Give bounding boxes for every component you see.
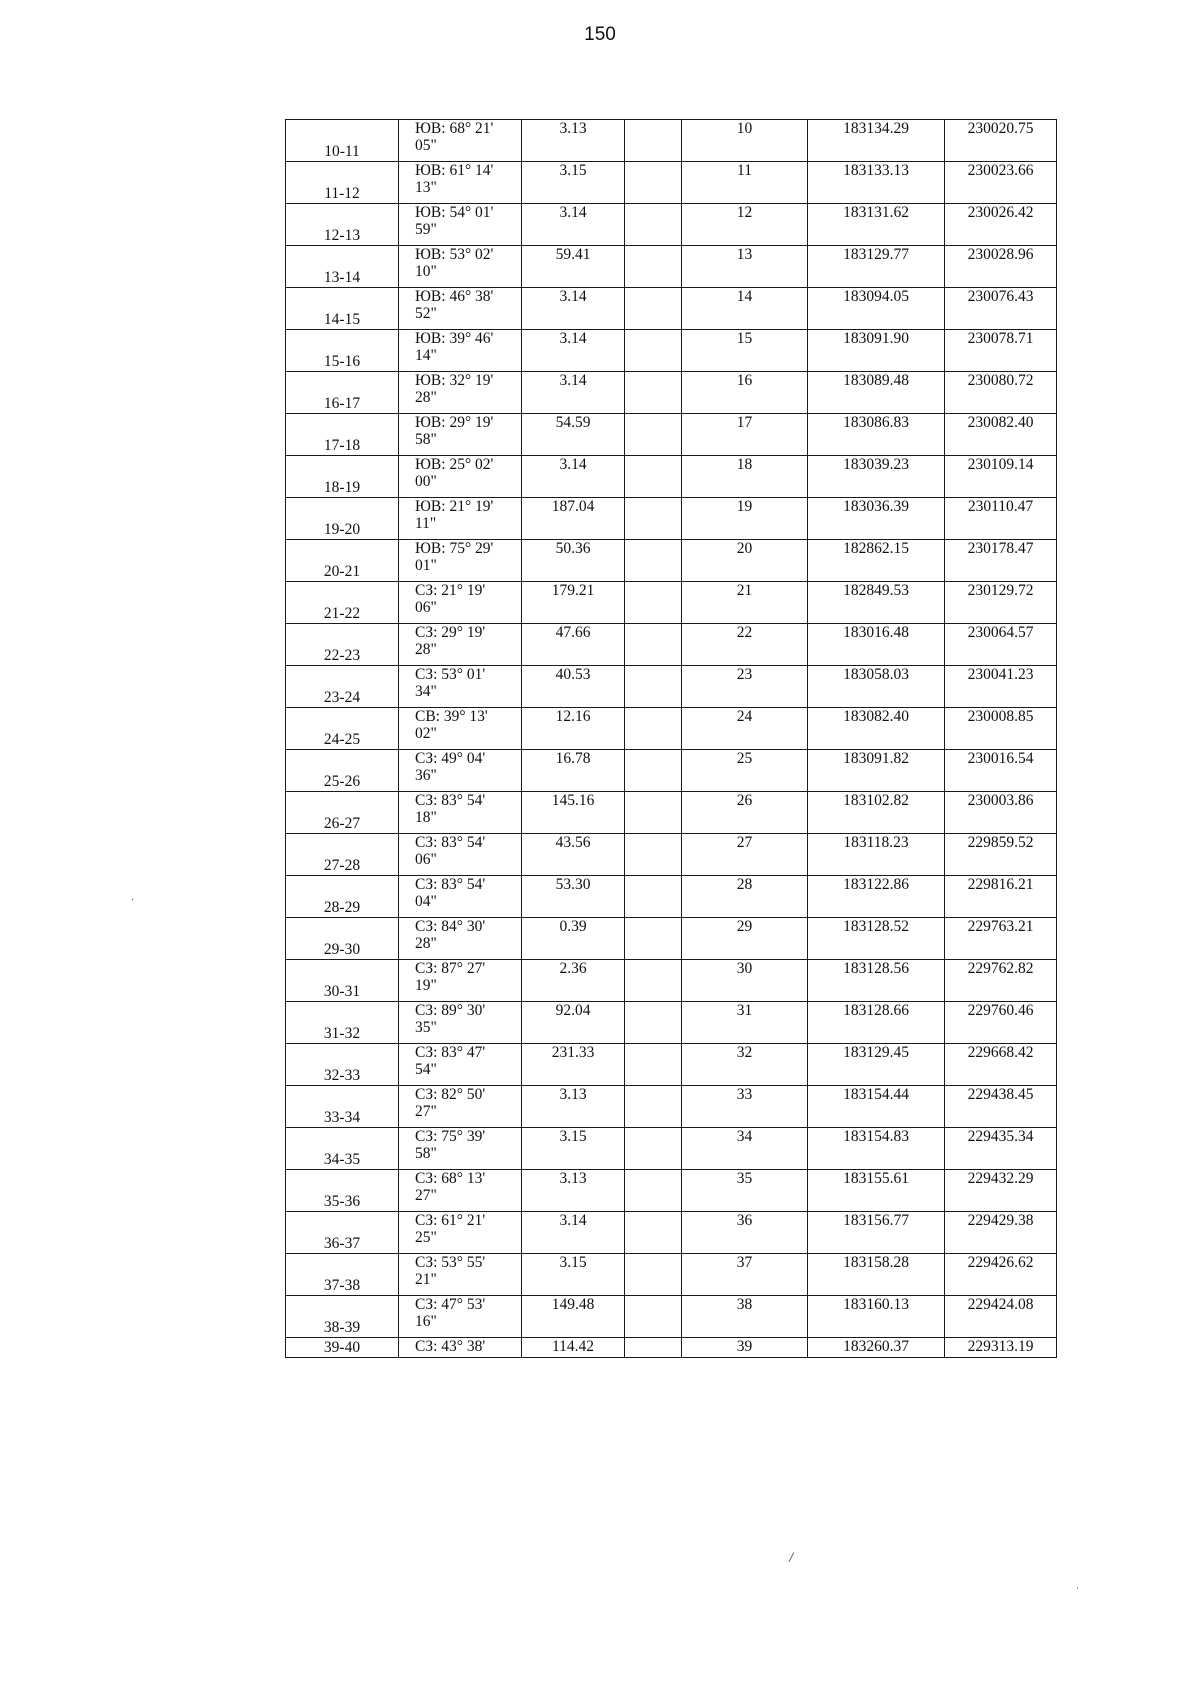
- distance-cell: 3.14: [522, 456, 625, 498]
- point-number-cell: 28: [682, 876, 808, 918]
- x-coordinate-cell: 183156.77: [808, 1212, 945, 1254]
- segment-cell: 34-35: [286, 1128, 399, 1170]
- distance-cell: 12.16: [522, 708, 625, 750]
- y-coordinate-cell: 230109.14: [945, 456, 1057, 498]
- distance-cell: 114.42: [522, 1338, 625, 1358]
- x-coordinate-cell: 183118.23: [808, 834, 945, 876]
- x-coordinate-cell: 183128.52: [808, 918, 945, 960]
- segment-cell: 38-39: [286, 1296, 399, 1338]
- bearing-cell: ЮВ: 46° 38' 52": [399, 288, 522, 330]
- point-number-cell: 12: [682, 204, 808, 246]
- point-number-cell: 15: [682, 330, 808, 372]
- x-coordinate-cell: 183086.83: [808, 414, 945, 456]
- y-coordinate-cell: 230041.23: [945, 666, 1057, 708]
- segment-cell: 28-29: [286, 876, 399, 918]
- segment-cell: 36-37: [286, 1212, 399, 1254]
- segment-cell: 29-30: [286, 918, 399, 960]
- y-coordinate-cell: 230129.72: [945, 582, 1057, 624]
- x-coordinate-cell: 183158.28: [808, 1254, 945, 1296]
- blank-cell: [625, 246, 682, 288]
- point-number-cell: 24: [682, 708, 808, 750]
- y-coordinate-cell: 229760.46: [945, 1002, 1057, 1044]
- distance-cell: 2.36: [522, 960, 625, 1002]
- bearing-cell: СЗ: 83° 54' 04": [399, 876, 522, 918]
- point-number-cell: 39: [682, 1338, 808, 1358]
- y-coordinate-cell: 229816.21: [945, 876, 1057, 918]
- bearing-cell: СЗ: 47° 53' 16": [399, 1296, 522, 1338]
- blank-cell: [625, 1044, 682, 1086]
- segment-cell: 11-12: [286, 162, 399, 204]
- bearing-cell: СЗ: 53° 55' 21": [399, 1254, 522, 1296]
- segment-cell: 30-31: [286, 960, 399, 1002]
- table-row: [286, 1254, 1057, 1296]
- table-row: [286, 540, 1057, 582]
- blank-cell: [625, 792, 682, 834]
- table-row: [286, 666, 1057, 708]
- y-coordinate-cell: 230082.40: [945, 414, 1057, 456]
- bearing-cell: ЮВ: 54° 01' 59": [399, 204, 522, 246]
- table-row: [286, 1002, 1057, 1044]
- blank-cell: [625, 708, 682, 750]
- table-row: [286, 330, 1057, 372]
- bearing-cell: СЗ: 49° 04' 36": [399, 750, 522, 792]
- x-coordinate-cell: 182862.15: [808, 540, 945, 582]
- blank-cell: [625, 834, 682, 876]
- table-row: [286, 456, 1057, 498]
- y-coordinate-cell: 229426.62: [945, 1254, 1057, 1296]
- bearing-cell: СЗ: 89° 30' 35": [399, 1002, 522, 1044]
- bearing-cell: СЗ: 68° 13' 27": [399, 1170, 522, 1212]
- bearing-cell: СЗ: 29° 19' 28": [399, 624, 522, 666]
- distance-cell: 3.15: [522, 1128, 625, 1170]
- y-coordinate-cell: 229435.34: [945, 1128, 1057, 1170]
- x-coordinate-cell: 183154.83: [808, 1128, 945, 1170]
- bearing-cell: СЗ: 61° 21' 25": [399, 1212, 522, 1254]
- segment-cell: 12-13: [286, 204, 399, 246]
- segment-cell: 26-27: [286, 792, 399, 834]
- y-coordinate-cell: 229763.21: [945, 918, 1057, 960]
- y-coordinate-cell: 229429.38: [945, 1212, 1057, 1254]
- distance-cell: 149.48: [522, 1296, 625, 1338]
- blank-cell: [625, 750, 682, 792]
- blank-cell: [625, 666, 682, 708]
- point-number-cell: 26: [682, 792, 808, 834]
- y-coordinate-cell: 230028.96: [945, 246, 1057, 288]
- segment-cell: 17-18: [286, 414, 399, 456]
- segment-cell: 23-24: [286, 666, 399, 708]
- x-coordinate-cell: 183039.23: [808, 456, 945, 498]
- blank-cell: [625, 288, 682, 330]
- blank-cell: [625, 1254, 682, 1296]
- segment-cell: 35-36: [286, 1170, 399, 1212]
- x-coordinate-cell: 183122.86: [808, 876, 945, 918]
- x-coordinate-cell: 183129.45: [808, 1044, 945, 1086]
- y-coordinate-cell: 230023.66: [945, 162, 1057, 204]
- bearing-cell: СЗ: 43° 38': [399, 1338, 522, 1358]
- point-number-cell: 11: [682, 162, 808, 204]
- bearing-cell: ЮВ: 29° 19' 58": [399, 414, 522, 456]
- x-coordinate-cell: 183036.39: [808, 498, 945, 540]
- table-row: [286, 960, 1057, 1002]
- blank-cell: [625, 1296, 682, 1338]
- point-number-cell: 38: [682, 1296, 808, 1338]
- distance-cell: 3.15: [522, 162, 625, 204]
- distance-cell: 43.56: [522, 834, 625, 876]
- table-row: [286, 708, 1057, 750]
- segment-cell: 24-25: [286, 708, 399, 750]
- point-number-cell: 36: [682, 1212, 808, 1254]
- blank-cell: [625, 414, 682, 456]
- table-row: [286, 204, 1057, 246]
- table-row: [286, 414, 1057, 456]
- x-coordinate-cell: 183160.13: [808, 1296, 945, 1338]
- blank-cell: [625, 456, 682, 498]
- table-row: [286, 1338, 1057, 1358]
- table-row: [286, 498, 1057, 540]
- x-coordinate-cell: 183128.66: [808, 1002, 945, 1044]
- segment-cell: 22-23: [286, 624, 399, 666]
- distance-cell: 40.53: [522, 666, 625, 708]
- blank-cell: [625, 1338, 682, 1358]
- x-coordinate-cell: 182849.53: [808, 582, 945, 624]
- distance-cell: 3.14: [522, 1212, 625, 1254]
- segment-cell: 33-34: [286, 1086, 399, 1128]
- y-coordinate-cell: 229438.45: [945, 1086, 1057, 1128]
- table-row: [286, 750, 1057, 792]
- point-number-cell: 27: [682, 834, 808, 876]
- distance-cell: 53.30: [522, 876, 625, 918]
- point-number-cell: 35: [682, 1170, 808, 1212]
- distance-cell: 3.14: [522, 204, 625, 246]
- table-row: [286, 876, 1057, 918]
- x-coordinate-cell: 183155.61: [808, 1170, 945, 1212]
- blank-cell: [625, 1002, 682, 1044]
- point-number-cell: 13: [682, 246, 808, 288]
- segment-cell: 16-17: [286, 372, 399, 414]
- bearing-cell: СВ: 39° 13' 02": [399, 708, 522, 750]
- x-coordinate-cell: 183091.82: [808, 750, 945, 792]
- table-body: [286, 120, 1057, 1358]
- pen-mark: /: [789, 1550, 794, 1566]
- table-row: [286, 120, 1057, 162]
- bearing-cell: ЮВ: 32° 19' 28": [399, 372, 522, 414]
- segment-cell: 32-33: [286, 1044, 399, 1086]
- segment-cell: 37-38: [286, 1254, 399, 1296]
- distance-cell: 3.15: [522, 1254, 625, 1296]
- bearing-cell: ЮВ: 68° 21' 05": [399, 120, 522, 162]
- blank-cell: [625, 330, 682, 372]
- segment-cell: 14-15: [286, 288, 399, 330]
- table-row: [286, 1044, 1057, 1086]
- blank-cell: [625, 624, 682, 666]
- point-number-cell: 14: [682, 288, 808, 330]
- bearing-cell: СЗ: 75° 39' 58": [399, 1128, 522, 1170]
- x-coordinate-cell: 183082.40: [808, 708, 945, 750]
- blank-cell: [625, 162, 682, 204]
- bearing-cell: СЗ: 83° 54' 06": [399, 834, 522, 876]
- scan-speck-corner: ·: [1076, 1583, 1079, 1593]
- y-coordinate-cell: 230003.86: [945, 792, 1057, 834]
- distance-cell: 50.36: [522, 540, 625, 582]
- y-coordinate-cell: 230008.85: [945, 708, 1057, 750]
- table-row: [286, 624, 1057, 666]
- x-coordinate-cell: 183091.90: [808, 330, 945, 372]
- distance-cell: 187.04: [522, 498, 625, 540]
- x-coordinate-cell: 183128.56: [808, 960, 945, 1002]
- x-coordinate-cell: 183094.05: [808, 288, 945, 330]
- blank-cell: [625, 960, 682, 1002]
- point-number-cell: 10: [682, 120, 808, 162]
- y-coordinate-cell: 230026.42: [945, 204, 1057, 246]
- x-coordinate-cell: 183129.77: [808, 246, 945, 288]
- x-coordinate-cell: 183154.44: [808, 1086, 945, 1128]
- segment-cell: 10-11: [286, 120, 399, 162]
- y-coordinate-cell: 230076.43: [945, 288, 1057, 330]
- x-coordinate-cell: 183260.37: [808, 1338, 945, 1358]
- bearing-cell: ЮВ: 61° 14' 13": [399, 162, 522, 204]
- bearing-cell: ЮВ: 25° 02' 00": [399, 456, 522, 498]
- bearing-cell: ЮВ: 21° 19' 11": [399, 498, 522, 540]
- table-row: [286, 246, 1057, 288]
- point-number-cell: 29: [682, 918, 808, 960]
- point-number-cell: 18: [682, 456, 808, 498]
- blank-cell: [625, 540, 682, 582]
- segment-cell: 39-40: [286, 1338, 399, 1358]
- bearing-cell: СЗ: 53° 01' 34": [399, 666, 522, 708]
- bearing-cell: СЗ: 87° 27' 19": [399, 960, 522, 1002]
- y-coordinate-cell: 230020.75: [945, 120, 1057, 162]
- x-coordinate-cell: 183134.29: [808, 120, 945, 162]
- distance-cell: 3.14: [522, 330, 625, 372]
- bearing-cell: ЮВ: 53° 02' 10": [399, 246, 522, 288]
- distance-cell: 0.39: [522, 918, 625, 960]
- scan-speck: ·: [131, 895, 135, 906]
- point-number-cell: 37: [682, 1254, 808, 1296]
- y-coordinate-cell: 229668.42: [945, 1044, 1057, 1086]
- distance-cell: 3.13: [522, 1086, 625, 1128]
- bearing-cell: СЗ: 84° 30' 28": [399, 918, 522, 960]
- distance-cell: 3.14: [522, 372, 625, 414]
- point-number-cell: 33: [682, 1086, 808, 1128]
- segment-cell: 13-14: [286, 246, 399, 288]
- y-coordinate-cell: 230078.71: [945, 330, 1057, 372]
- point-number-cell: 32: [682, 1044, 808, 1086]
- x-coordinate-cell: 183058.03: [808, 666, 945, 708]
- y-coordinate-cell: 229762.82: [945, 960, 1057, 1002]
- segment-cell: 15-16: [286, 330, 399, 372]
- point-number-cell: 19: [682, 498, 808, 540]
- bearing-cell: ЮВ: 75° 29' 01": [399, 540, 522, 582]
- y-coordinate-cell: 230080.72: [945, 372, 1057, 414]
- y-coordinate-cell: 230178.47: [945, 540, 1057, 582]
- segment-cell: 19-20: [286, 498, 399, 540]
- blank-cell: [625, 1086, 682, 1128]
- blank-cell: [625, 876, 682, 918]
- y-coordinate-cell: 229313.19: [945, 1338, 1057, 1358]
- distance-cell: 92.04: [522, 1002, 625, 1044]
- segment-cell: 25-26: [286, 750, 399, 792]
- table-row: [286, 792, 1057, 834]
- y-coordinate-cell: 230110.47: [945, 498, 1057, 540]
- distance-cell: 16.78: [522, 750, 625, 792]
- distance-cell: 145.16: [522, 792, 625, 834]
- blank-cell: [625, 582, 682, 624]
- distance-cell: 179.21: [522, 582, 625, 624]
- table-row: [286, 1170, 1057, 1212]
- x-coordinate-cell: 183016.48: [808, 624, 945, 666]
- point-number-cell: 34: [682, 1128, 808, 1170]
- point-number-cell: 30: [682, 960, 808, 1002]
- x-coordinate-cell: 183102.82: [808, 792, 945, 834]
- bearing-cell: СЗ: 82° 50' 27": [399, 1086, 522, 1128]
- point-number-cell: 20: [682, 540, 808, 582]
- distance-cell: 3.13: [522, 120, 625, 162]
- table-row: [286, 918, 1057, 960]
- y-coordinate-cell: 230016.54: [945, 750, 1057, 792]
- distance-cell: 47.66: [522, 624, 625, 666]
- y-coordinate-cell: 230064.57: [945, 624, 1057, 666]
- bearing-cell: ЮВ: 39° 46' 14": [399, 330, 522, 372]
- bearing-cell: СЗ: 21° 19' 06": [399, 582, 522, 624]
- y-coordinate-cell: 229424.08: [945, 1296, 1057, 1338]
- bearing-cell: СЗ: 83° 47' 54": [399, 1044, 522, 1086]
- table-row: [286, 582, 1057, 624]
- x-coordinate-cell: 183133.13: [808, 162, 945, 204]
- point-number-cell: 25: [682, 750, 808, 792]
- table-row: [286, 1128, 1057, 1170]
- distance-cell: 231.33: [522, 1044, 625, 1086]
- table-row: [286, 1212, 1057, 1254]
- blank-cell: [625, 372, 682, 414]
- survey-coordinates-table: [285, 119, 1057, 1358]
- table-row: [286, 288, 1057, 330]
- table-row: [286, 1086, 1057, 1128]
- point-number-cell: 17: [682, 414, 808, 456]
- table-row: [286, 372, 1057, 414]
- blank-cell: [625, 1128, 682, 1170]
- point-number-cell: 21: [682, 582, 808, 624]
- table-row: [286, 1296, 1057, 1338]
- segment-cell: 21-22: [286, 582, 399, 624]
- y-coordinate-cell: 229432.29: [945, 1170, 1057, 1212]
- blank-cell: [625, 120, 682, 162]
- blank-cell: [625, 204, 682, 246]
- point-number-cell: 31: [682, 1002, 808, 1044]
- distance-cell: 3.14: [522, 288, 625, 330]
- point-number-cell: 23: [682, 666, 808, 708]
- blank-cell: [625, 1212, 682, 1254]
- segment-cell: 20-21: [286, 540, 399, 582]
- point-number-cell: 22: [682, 624, 808, 666]
- table-row: [286, 834, 1057, 876]
- point-number-cell: 16: [682, 372, 808, 414]
- distance-cell: 54.59: [522, 414, 625, 456]
- blank-cell: [625, 498, 682, 540]
- blank-cell: [625, 918, 682, 960]
- segment-cell: 27-28: [286, 834, 399, 876]
- page-number: 150: [584, 24, 616, 45]
- x-coordinate-cell: 183131.62: [808, 204, 945, 246]
- blank-cell: [625, 1170, 682, 1212]
- bearing-cell: СЗ: 83° 54' 18": [399, 792, 522, 834]
- segment-cell: 31-32: [286, 1002, 399, 1044]
- distance-cell: 3.13: [522, 1170, 625, 1212]
- table-row: [286, 162, 1057, 204]
- distance-cell: 59.41: [522, 246, 625, 288]
- segment-cell: 18-19: [286, 456, 399, 498]
- y-coordinate-cell: 229859.52: [945, 834, 1057, 876]
- x-coordinate-cell: 183089.48: [808, 372, 945, 414]
